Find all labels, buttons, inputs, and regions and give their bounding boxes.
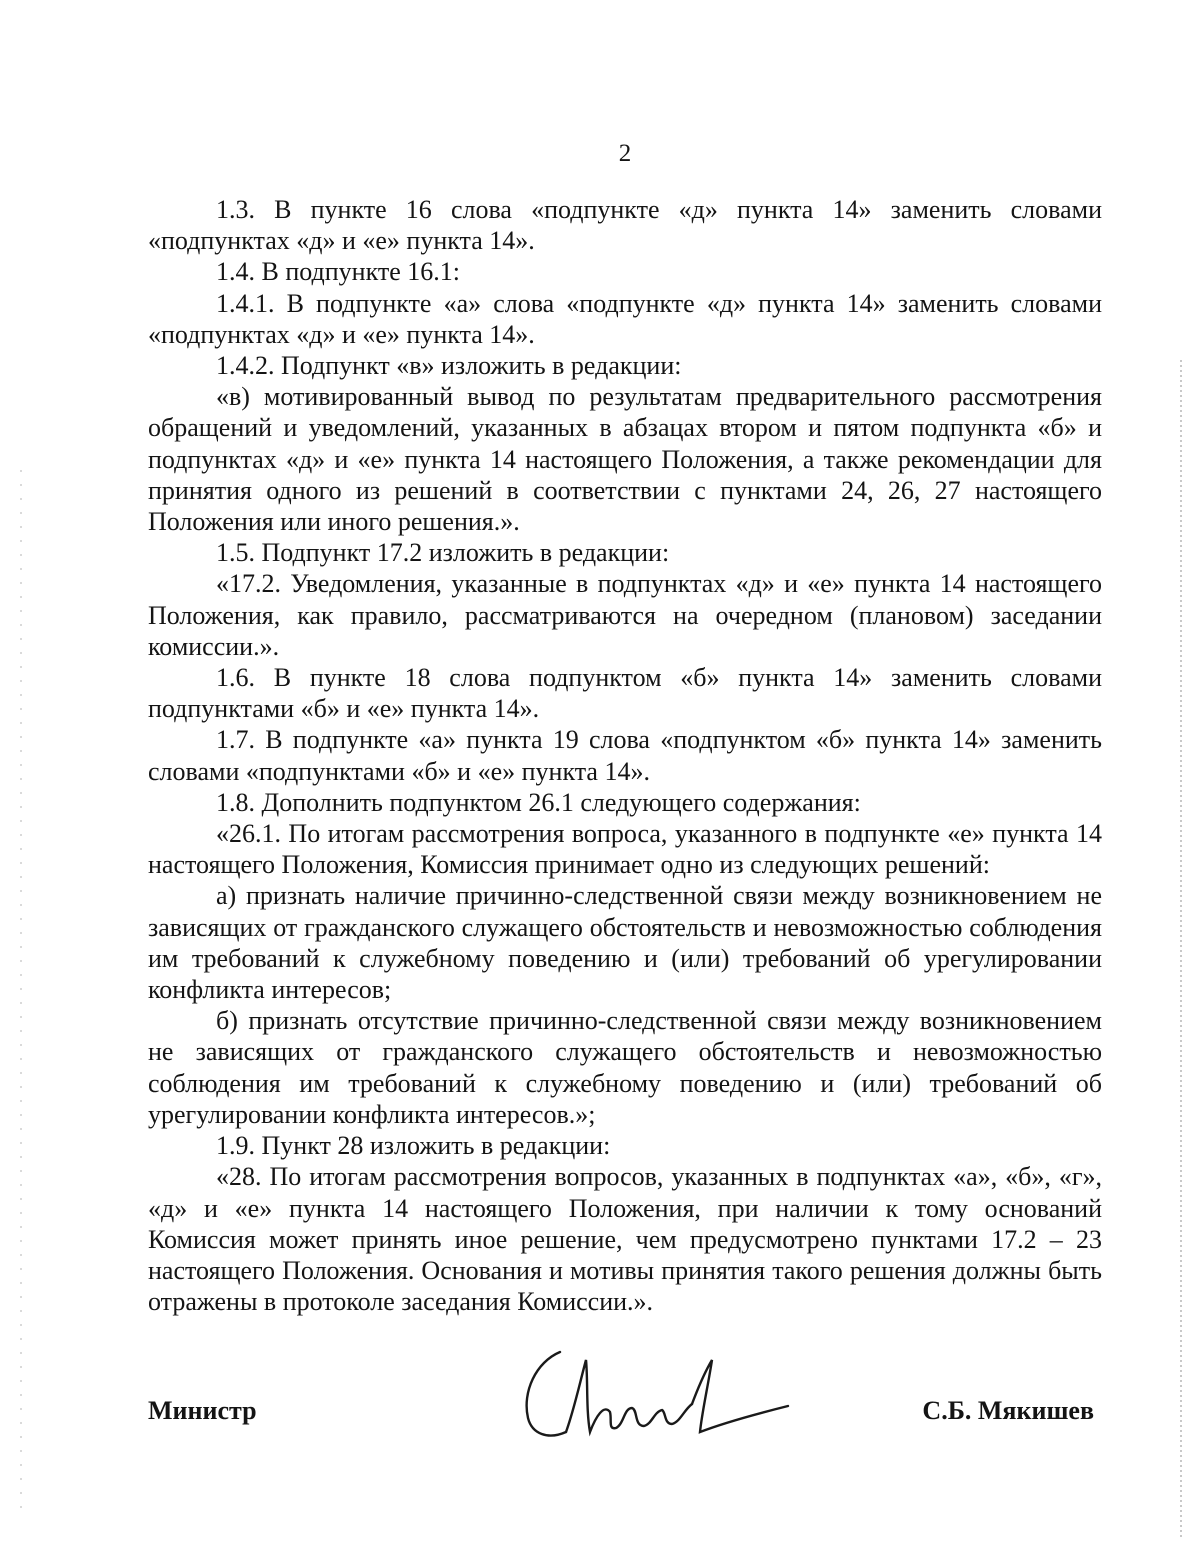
paragraph-1-8: 1.8. Дополнить подпунктом 26.1 следующего содержания: [216, 787, 861, 817]
paragraph-1-9-text: «28. По итогам рассмотрения вопросов, указанных в подпунктах «а», «б», «г», «д» и «е» пункта 14 настоящего Положения, при наличии к тому оснований Комиссия может принять иное решение, чем предусмотрено пунктами 17.2 – 23 настоящего Положения. Основания и мотивы принятия такого решения должны быть отражены в протоколе заседания Комиссии.». [148, 1162, 1102, 1317]
paragraph-1-4: 1.4. В подпункте 16.1: [216, 257, 460, 287]
paragraph-1-8-text: «26.1. По итогам рассмотрения вопроса, указанного в подпункте «е» пункта 14 настоящего Положения, Комиссия принимает одно из следующих решений: [148, 819, 1102, 880]
paragraph-1-4-2: 1.4.2. Подпункт «в» изложить в редакции: [216, 351, 682, 381]
page-number: 2 [618, 140, 632, 167]
paragraph-1-8-item-b: б) признать отсутствие причинно-следственной связи между возникновением не зависящих от гражданского служащего обстоятельств и невозможностью соблюдения им требований к служебному поведению и (или) требований об урегулировании конфликта интересов.»; [148, 1006, 1102, 1129]
paragraph-1-9: 1.9. Пункт 28 изложить в редакции: [216, 1131, 611, 1161]
handwritten-signature [516, 1340, 806, 1450]
paragraph-1-5: 1.5. Подпункт 17.2 изложить в редакции: [216, 538, 670, 568]
document-body [148, 194, 1102, 1317]
paragraph-1-8-item-a: а) признать наличие причинно-следственной связи между возникновением не зависящих от гражданского служащего обстоятельств и невозможностью соблюдения им требований к служебному поведению и (или) требований об урегулировании конфликта интересов; [148, 881, 1102, 1005]
paragraph-1-4-2-text: «в) мотивированный вывод по результатам предварительного рассмотрения обращений и уведомлений, указанных в абзацах втором и пятом подпункта «б» и подпунктах «д» и «е» пункта 14 настоящего Положения, а также рекомендации для принятия одного из решений в соответствии с пунктами 24, 26, 27 настоящего Положения или иного решения.». [148, 382, 1102, 537]
signature-block [148, 1340, 1102, 1450]
paragraph-1-5-text: «17.2. Уведомления, указанные в подпунктах «д» и «е» пункта 14 настоящего Положения, как правило, рассматриваются на очередном (плановом) заседании комиссии.». [148, 569, 1102, 661]
paragraph-1-6: 1.6. В пункте 18 слова подпунктом «б» пункта 14» заменить словами подпунктами «б» и «е» пункта 14». [148, 663, 1102, 724]
scan-artifact-left [20, 470, 22, 1520]
paragraph-1-4-1: 1.4.1. В подпункте «а» слова «подпункте «д» пункта 14» заменить словами «подпунктах «д» и «е» пункта 14». [148, 288, 1102, 349]
paragraph-1-3: 1.3. В пункте 16 слова «подпункте «д» пункта 14» заменить словами «подпунктах «д» и «е» пункта 14». [148, 195, 1102, 256]
paragraph-1-7: 1.7. В подпункте «а» пункта 19 слова «подпунктом «б» пункта 14» заменить словами «подпунктами «б» и «е» пункта 14». [148, 725, 1102, 786]
signatory-position: Министр [148, 1396, 257, 1425]
scan-artifact-right [1180, 360, 1182, 1540]
signatory-name: С.Б. Мякишев [922, 1396, 1094, 1425]
